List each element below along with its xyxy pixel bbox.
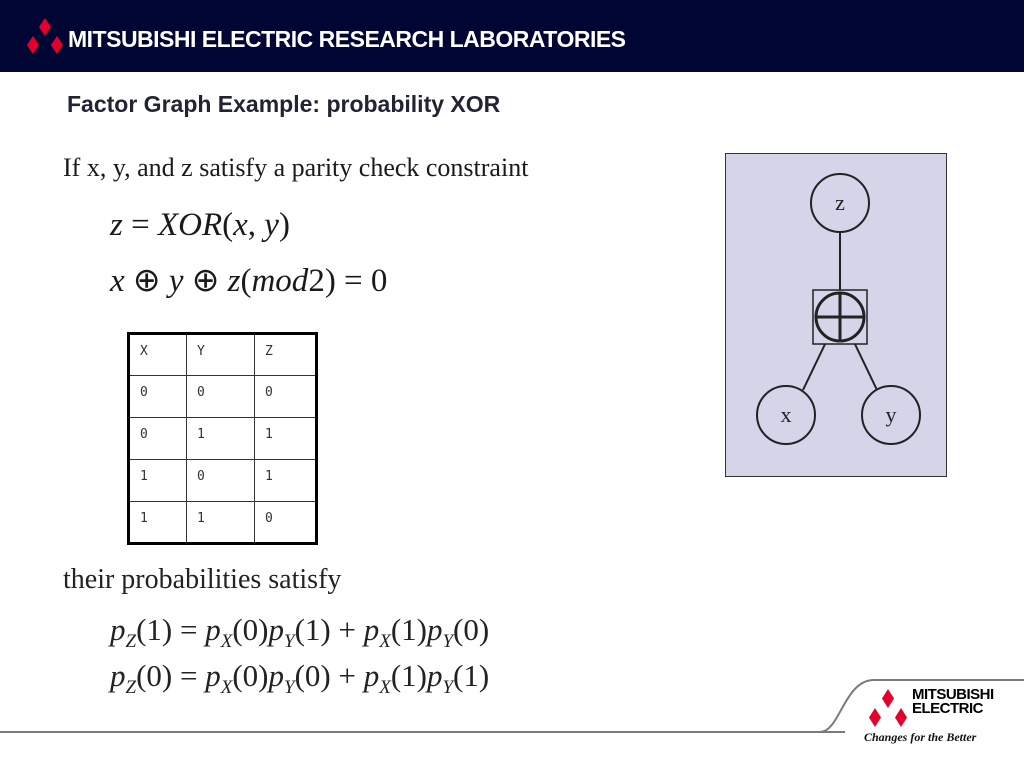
brand-name-line1: MITSUBISHI [912, 686, 994, 703]
brand-name-line2: ELECTRIC [912, 700, 983, 717]
table-cell: 1 [187, 502, 255, 544]
brand-tagline: Changes for the Better [864, 730, 977, 744]
table-cell: 1 [255, 418, 317, 460]
brand-name [912, 688, 994, 716]
probability-equation-2: $p_Z(0) = p_X(0)p_Y(0) + p_X(1)p_Y(1)$ [110, 658, 490, 699]
probability-equation-1: $p_Z(1) = p_X(0)p_Y(1) + p_X(1)p_Y(0)$ [110, 612, 490, 653]
table-cell: 1 [187, 418, 255, 460]
xor-equation: z = XOR(x, y) [110, 207, 290, 243]
table-header-cell: Z [255, 334, 317, 376]
slide-title: Factor Graph Example: probability XOR [67, 91, 501, 117]
node-y-label: y [885, 402, 897, 427]
table-header-cell: X [129, 334, 187, 376]
table-cell: 1 [129, 502, 187, 544]
table-row [129, 460, 317, 502]
table-cell: 1 [129, 460, 187, 502]
table-cell: 0 [187, 376, 255, 418]
table-row [129, 376, 317, 418]
three-diamonds-icon [25, 18, 65, 54]
parity-equation: x ⊕ y ⊕ z(mod2) = 0 [110, 263, 388, 299]
probabilities-text: their probabilities satisfy [63, 564, 342, 595]
node-z-label: z [835, 190, 845, 215]
node-x-label: x [780, 402, 792, 427]
table-header-cell: Y [187, 334, 255, 376]
table-header-row [129, 334, 317, 376]
table-row [129, 502, 317, 544]
table-cell: 0 [255, 376, 317, 418]
intro-text: If x, y, and z satisfy a parity check constraint [63, 153, 529, 182]
truth-table [127, 332, 318, 545]
table-cell: 0 [187, 460, 255, 502]
xor-circle-plus-icon [813, 290, 867, 344]
table-cell: 1 [255, 460, 317, 502]
mitsubishi-diamonds-icon [866, 689, 910, 727]
footer-divider [0, 731, 845, 733]
table-cell: 0 [255, 502, 317, 544]
table-cell: 0 [129, 418, 187, 460]
org-name: MITSUBISHI ELECTRIC RESEARCH LABORATORIES [68, 26, 626, 52]
factor-graph-diagram [725, 153, 947, 477]
table-row [129, 418, 317, 460]
table-cell: 0 [129, 376, 187, 418]
header-banner [0, 0, 1024, 72]
